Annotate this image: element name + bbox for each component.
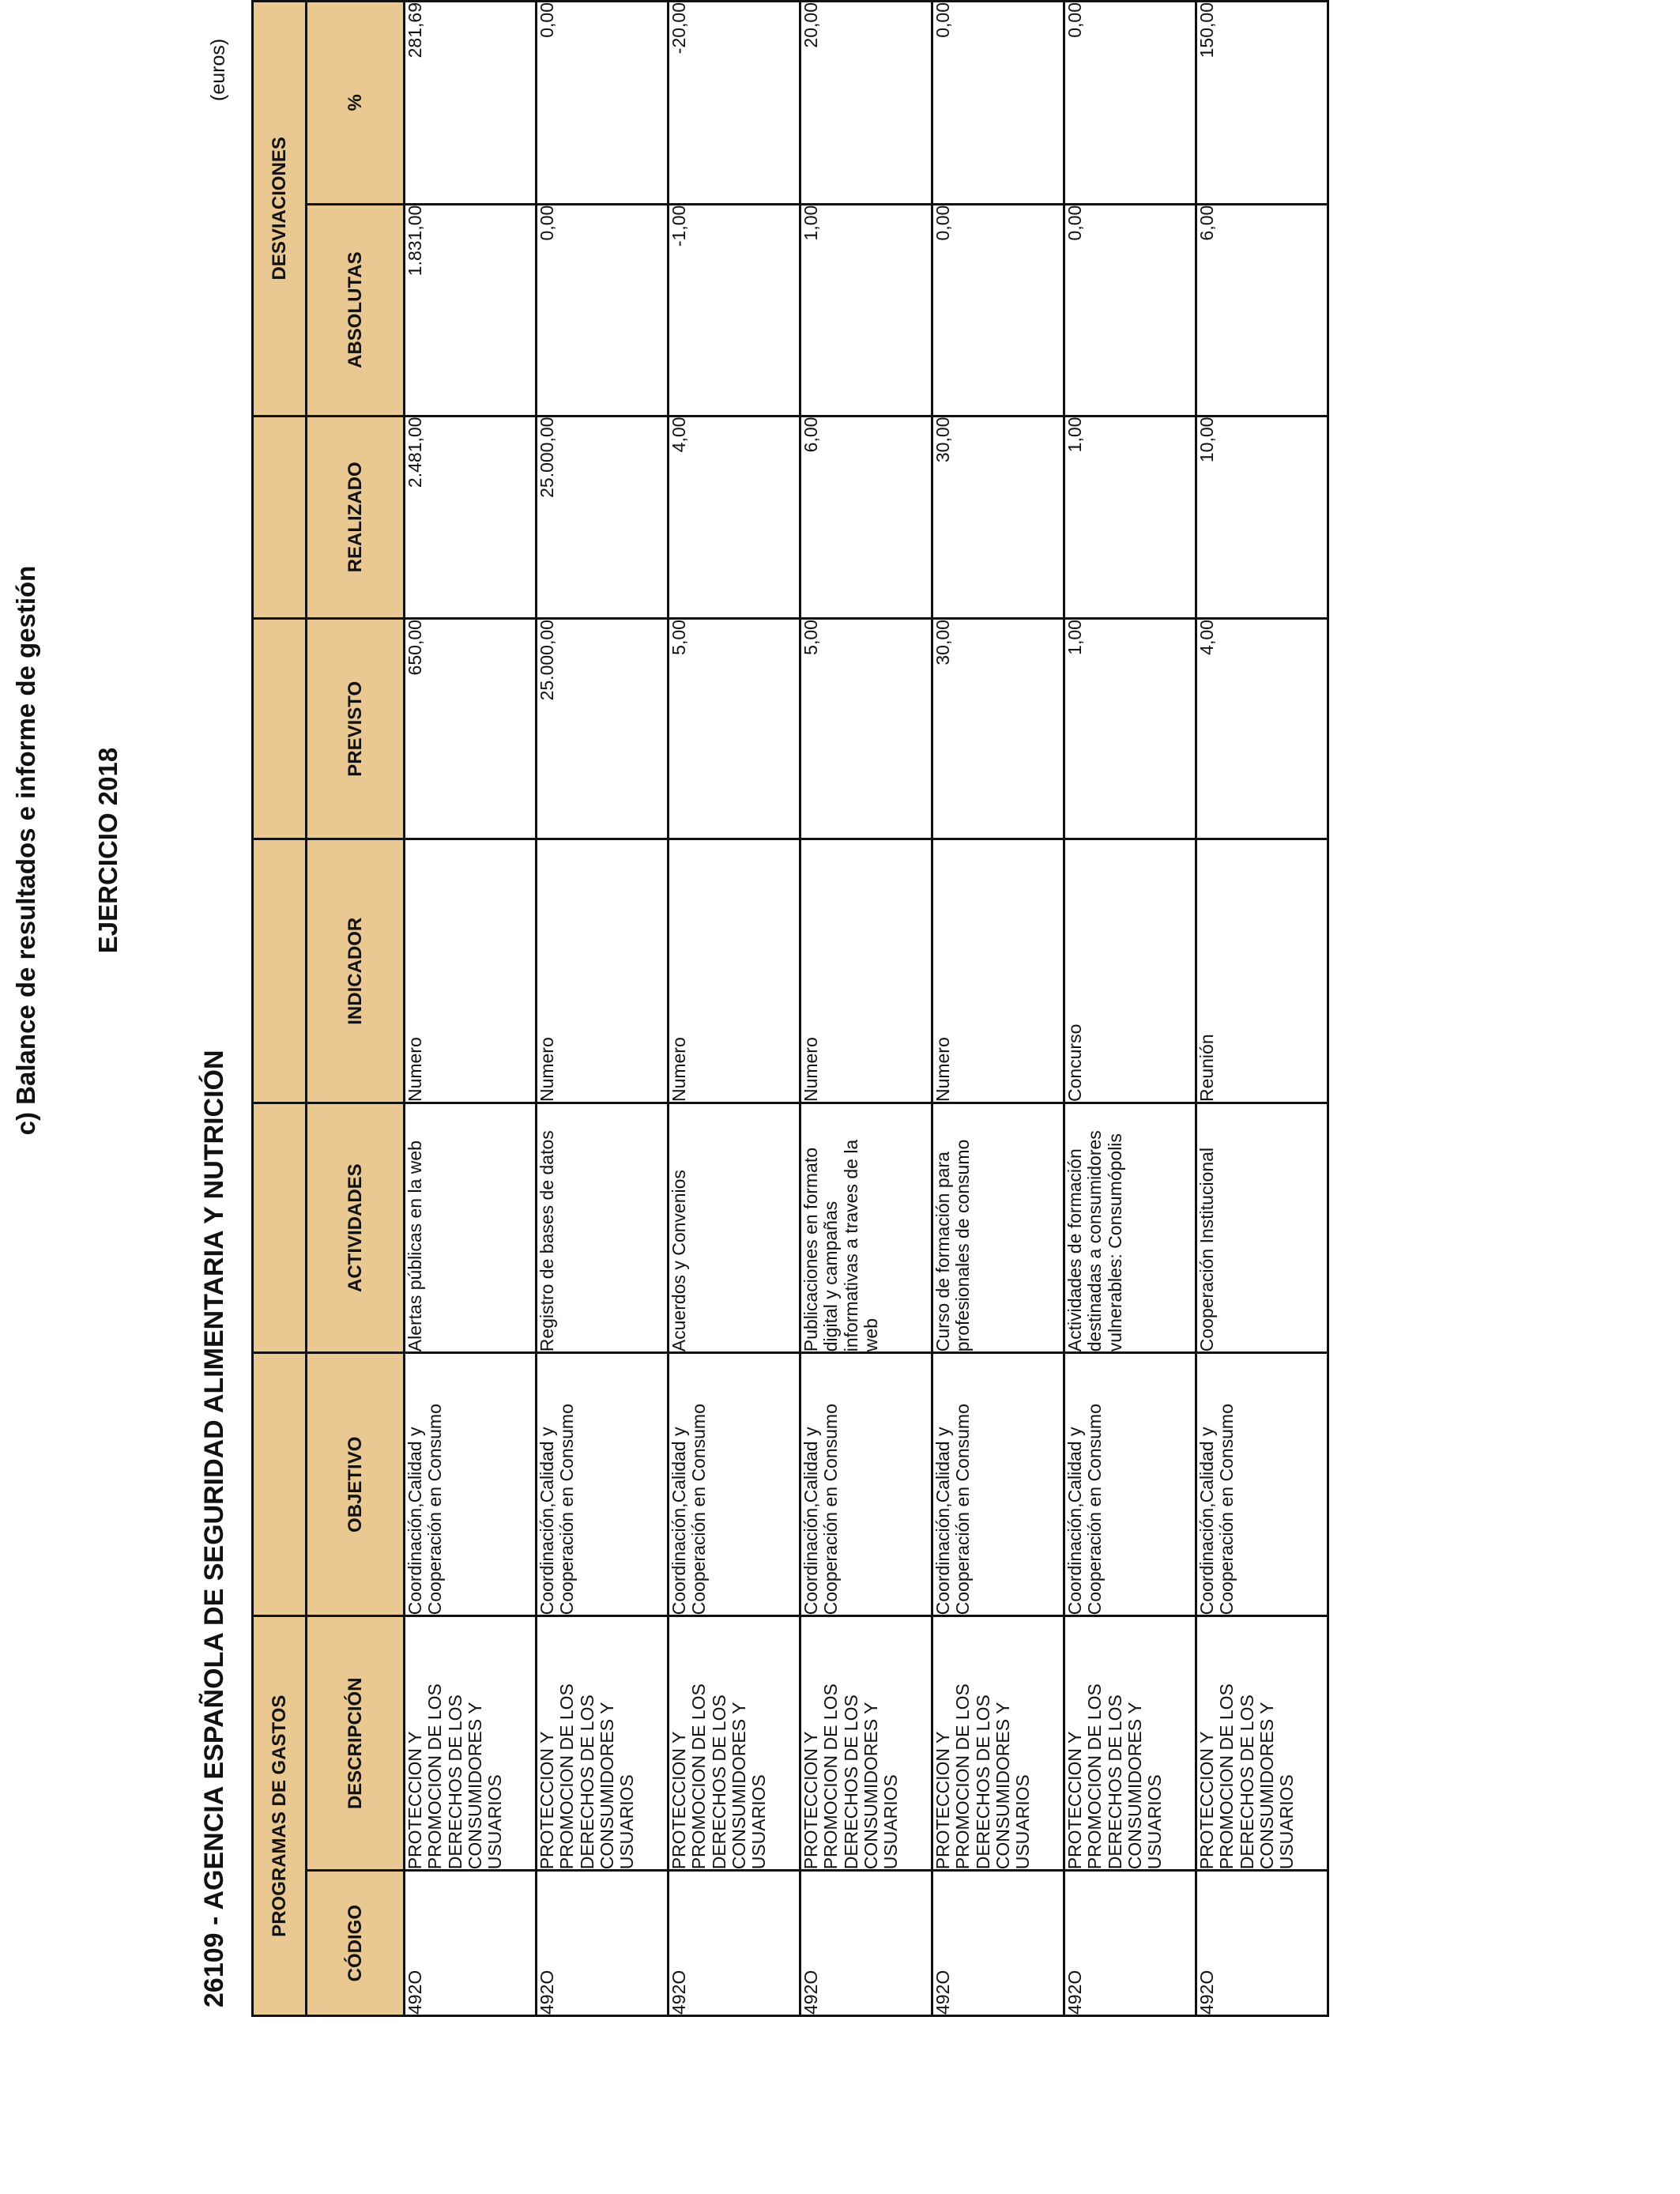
cell-absolutas: 6,00	[1196, 204, 1328, 416]
header-previsto: PREVISTO	[307, 619, 405, 839]
cell-indicador: Numero	[932, 839, 1064, 1103]
cell-realizado: 25.000,00	[537, 416, 669, 619]
cell-porcentaje: 150,00	[1196, 2, 1328, 205]
table-row	[405, 2, 537, 2016]
cell-absolutas: 0,00	[932, 204, 1064, 416]
header-porcentaje: %	[307, 2, 405, 205]
cell-porcentaje: 20,00	[800, 2, 932, 205]
cell-porcentaje: 281,69	[405, 2, 537, 205]
cell-actividades: Cooperación Institucional	[1196, 1103, 1328, 1353]
cell-codigo: 492O	[1196, 1871, 1328, 2016]
table-row	[537, 2, 669, 2016]
table-row	[800, 2, 932, 2016]
cell-realizado: 6,00	[800, 416, 932, 619]
cell-codigo: 492O	[1064, 1871, 1196, 2016]
exercise-year: EJERCICIO 2018	[93, 747, 122, 954]
cell-objetivo: Coordinación,Calidad y Cooperación en Consumo	[1196, 1353, 1328, 1616]
cell-porcentaje: 0,00	[1064, 2, 1196, 205]
cell-previsto: 5,00	[800, 619, 932, 839]
cell-actividades: Publicaciones en formato digital y campañas informativas a traves de la web	[800, 1103, 932, 1353]
header-desviaciones: DESVIACIONES	[253, 2, 307, 417]
results-table	[251, 0, 1329, 2017]
cell-previsto: 30,00	[932, 619, 1064, 839]
header-descripcion: DESCRIPCIÓN	[307, 1616, 405, 1871]
cell-porcentaje: 0,00	[932, 2, 1064, 205]
cell-previsto: 25.000,00	[537, 619, 669, 839]
cell-descripcion: PROTECCION Y PROMOCION DE LOS DERECHOS DE LOS CONSUMIDORES Y USUARIOS	[800, 1616, 932, 1871]
cell-previsto: 1,00	[1064, 619, 1196, 839]
table-row	[1196, 2, 1328, 2016]
header-empty-indicador	[253, 839, 307, 1103]
cell-absolutas: -1,00	[669, 204, 800, 416]
cell-absolutas: 1.831,00	[405, 204, 537, 416]
cell-previsto: 5,00	[669, 619, 800, 839]
header-empty-objetivo	[253, 1353, 307, 1616]
header-codigo: CÓDIGO	[307, 1871, 405, 2016]
table-row	[1064, 2, 1196, 2016]
header-actividades: ACTIVIDADES	[307, 1103, 405, 1353]
cell-porcentaje: -20,00	[669, 2, 800, 205]
header-objetivo: OBJETIVO	[307, 1353, 405, 1616]
agency-title: 26109 - AGENCIA ESPAÑOLA DE SEGURIDAD ALIMENTARIA Y NUTRICIÓN	[199, 1050, 229, 2007]
cell-indicador: Concurso	[1064, 839, 1196, 1103]
cell-objetivo: Coordinación,Calidad y Cooperación en Consumo	[932, 1353, 1064, 1616]
cell-objetivo: Coordinación,Calidad y Cooperación en Consumo	[405, 1353, 537, 1616]
cell-descripcion: PROTECCION Y PROMOCION DE LOS DERECHOS DE LOS CONSUMIDORES Y USUARIOS	[537, 1616, 669, 1871]
cell-previsto: 650,00	[405, 619, 537, 839]
cell-descripcion: PROTECCION Y PROMOCION DE LOS DERECHOS DE LOS CONSUMIDORES Y USUARIOS	[932, 1616, 1064, 1871]
cell-descripcion: PROTECCION Y PROMOCION DE LOS DERECHOS DE LOS CONSUMIDORES Y USUARIOS	[1064, 1616, 1196, 1871]
cell-codigo: 492O	[932, 1871, 1064, 2016]
cell-realizado: 4,00	[669, 416, 800, 619]
cell-realizado: 2.481,00	[405, 416, 537, 619]
cell-descripcion: PROTECCION Y PROMOCION DE LOS DERECHOS DE LOS CONSUMIDORES Y USUARIOS	[405, 1616, 537, 1871]
cell-indicador: Numero	[800, 839, 932, 1103]
cell-actividades: Actividades de formación destinadas a consumidores vulnerables: Consumópolis	[1064, 1103, 1196, 1353]
cell-absolutas: 0,00	[1064, 204, 1196, 416]
cell-codigo: 492O	[537, 1871, 669, 2016]
cell-indicador: Numero	[669, 839, 800, 1103]
cell-actividades: Curso de formación para profesionales de consumo	[932, 1103, 1064, 1353]
header-empty-previsto	[253, 619, 307, 839]
cell-indicador: Numero	[537, 839, 669, 1103]
table-row	[669, 2, 800, 2016]
document-title: c) Balance de resultados e informe de gestión	[11, 565, 40, 1136]
cell-absolutas: 1,00	[800, 204, 932, 416]
cell-realizado: 1,00	[1064, 416, 1196, 619]
header-empty-actividades	[253, 1103, 307, 1353]
cell-porcentaje: 0,00	[537, 2, 669, 205]
cell-objetivo: Coordinación,Calidad y Cooperación en Consumo	[1064, 1353, 1196, 1616]
units-label: (euros)	[207, 38, 229, 101]
cell-indicador: Reunión	[1196, 839, 1328, 1103]
cell-realizado: 10,00	[1196, 416, 1328, 619]
cell-actividades: Registro de bases de datos	[537, 1103, 669, 1353]
cell-realizado: 30,00	[932, 416, 1064, 619]
header-empty-realizado	[253, 416, 307, 619]
cell-indicador: Numero	[405, 839, 537, 1103]
cell-actividades: Acuerdos y Convenios	[669, 1103, 800, 1353]
cell-previsto: 4,00	[1196, 619, 1328, 839]
header-indicador: INDICADOR	[307, 839, 405, 1103]
cell-objetivo: Coordinación,Calidad y Cooperación en Consumo	[669, 1353, 800, 1616]
table-row	[932, 2, 1064, 2016]
cell-descripcion: PROTECCION Y PROMOCION DE LOS DERECHOS DE LOS CONSUMIDORES Y USUARIOS	[669, 1616, 800, 1871]
header-realizado: REALIZADO	[307, 416, 405, 619]
cell-codigo: 492O	[405, 1871, 537, 2016]
cell-absolutas: 0,00	[537, 204, 669, 416]
cell-actividades: Alertas públicas en la web	[405, 1103, 537, 1353]
cell-codigo: 492O	[800, 1871, 932, 2016]
cell-codigo: 492O	[669, 1871, 800, 2016]
cell-descripcion: PROTECCION Y PROMOCION DE LOS DERECHOS DE LOS CONSUMIDORES Y USUARIOS	[1196, 1616, 1328, 1871]
header-absolutas: ABSOLUTAS	[307, 204, 405, 416]
header-programas-de-gastos: PROGRAMAS DE GASTOS	[253, 1616, 307, 2016]
cell-objetivo: Coordinación,Calidad y Cooperación en Consumo	[800, 1353, 932, 1616]
cell-objetivo: Coordinación,Calidad y Cooperación en Consumo	[537, 1353, 669, 1616]
